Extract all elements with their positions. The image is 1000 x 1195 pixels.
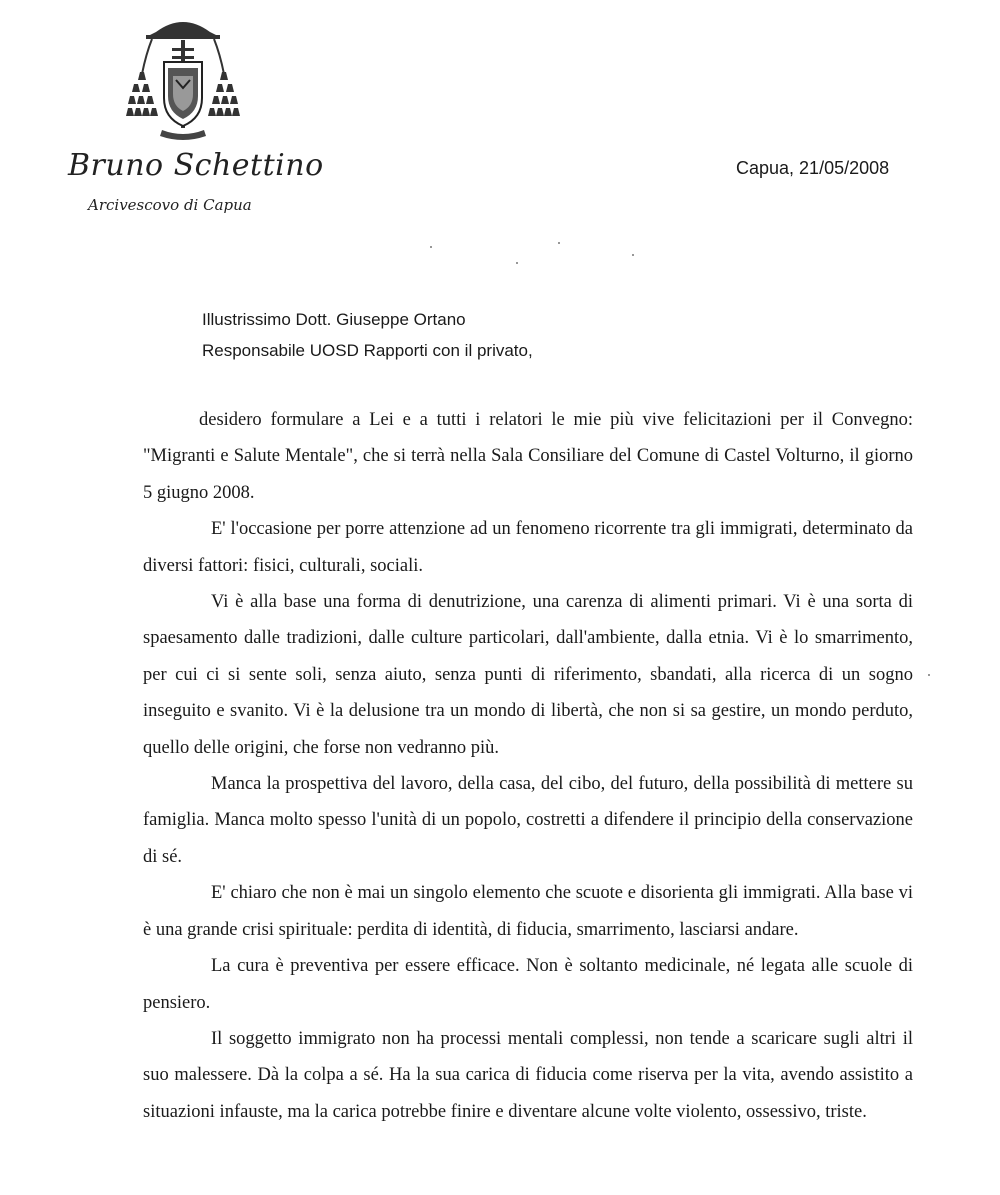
letterhead-name: Bruno Schettino <box>68 148 324 183</box>
paragraph-5: E' chiaro che non è mai un singolo elemento che scuote e disorienta gli immigrati. Alla base vi è una grande crisi spirituale: perdita di identità, di fiducia, smarrimento, lasciarsi andare. <box>143 883 913 940</box>
letter-date: Capua, 21/05/2008 <box>736 158 890 178</box>
paragraph-3: Vi è alla base una forma di denutrizione, una carenza di alimenti primari. Vi è una sorta di spaesamento dalle tradizioni, dalle culture particolari, dall'ambiente, dalla etnia. Vi è lo smarrimento, per cui ci si sente soli, senza aiuto, senza punti di riferimento, sbandati, alla ricerca di un sogno inseguito e svanito. Vi è la delusione tra un mondo di libertà, che non si sa gestire, un mondo perduto, quello delle origini, che forse non vedranno più. <box>143 592 913 758</box>
paragraph-2: E' l'occasione per porre attenzione ad un fenomeno ricorrente tra gli immigrati, determinato da diversi fattori: fisici, culturali, sociali. <box>143 519 913 576</box>
paragraph-6: La cura è preventiva per essere efficace. Non è soltanto medicinale, né legata alle scuole di pensiero. <box>143 956 913 1013</box>
scan-speck <box>632 254 634 256</box>
addressee-line-1: Illustrissimo Dott. Giuseppe Ortano <box>202 310 466 329</box>
letterhead-title: Arcivescovo di Capua <box>88 196 252 214</box>
scan-speck <box>558 242 560 244</box>
coat-of-arms-icon <box>126 14 240 142</box>
scan-speck <box>430 246 432 248</box>
addressee-block <box>202 304 533 366</box>
paragraph-1-text: desidero formulare a Lei e a tutti i relatori le mie più vive felicitazioni per il Convegno: "Migranti e Salute Mentale", che si terrà nella Sala Consiliare del Comune di Castel Volturno, il giorno 5 giugno 2008. <box>143 410 913 503</box>
paragraph-7: Il soggetto immigrato non ha processi mentali complessi, non tende a scaricare sugli altri il suo malessere. Dà la colpa a sé. Ha la sua carica di fiducia come riserva per la vita, avendo assistito a situazioni infauste, ma la carica potrebbe finire e diventare alcune volte violento, ossessivo, triste. <box>143 1028 913 1122</box>
letter-body <box>143 402 913 1130</box>
scan-speck <box>516 262 518 264</box>
scan-speck <box>928 674 930 676</box>
paragraph-1 <box>143 402 913 511</box>
paragraph-4: Manca la prospettiva del lavoro, della casa, del cibo, del futuro, della possibilità di mettere su famiglia. Manca molto spesso l'unità di un popolo, costretti a difendere il principio della conservazione di sé. <box>143 774 913 867</box>
addressee-line-2: Responsabile UOSD Rapporti con il privato, <box>202 341 533 360</box>
